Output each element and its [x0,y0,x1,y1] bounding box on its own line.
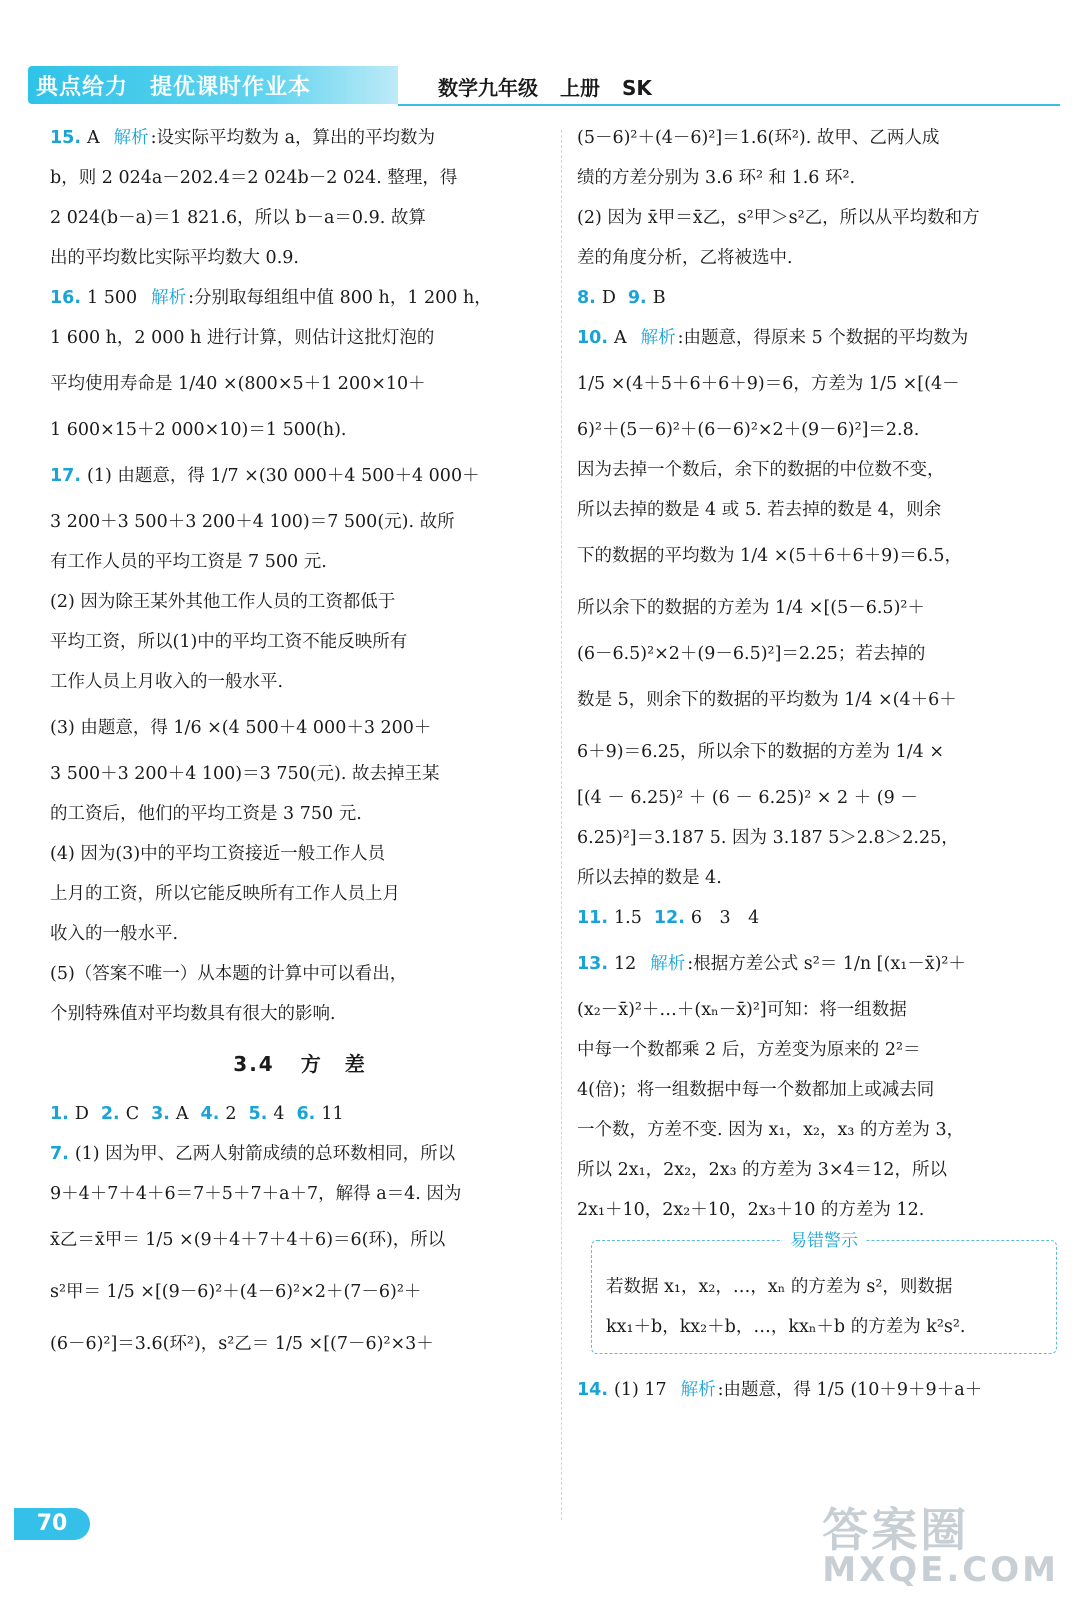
answer-line [577,410,1067,450]
answer-line [50,1094,550,1134]
header-rule [398,104,1060,106]
answer-text: 平均使用寿命是 1/40 ×(800×5＋1 200×10＋ [50,374,426,394]
answer-line [50,702,550,754]
warning-title-text: 易错警示 [782,1231,866,1251]
answer-text: (6－6.5)²×2＋(9－6.5)²]＝2.25；若去掉的 [577,644,926,664]
answer-text: 出的平均数比实际平均数大 0.9. [50,248,299,268]
answer-text: (6－6)²]＝3.6(环²)，s²乙＝ 1/5 ×[(7－6)²×3＋ [50,1334,434,1354]
answer-text: 3 200＋3 500＋3 200＋4 100)＝7 500(元). 故所 [50,512,455,532]
answer-line [577,238,1067,278]
answer-line [50,1134,550,1174]
watermark-url: MXQE.COM [822,1550,1059,1590]
answer-text: (2) 因为 x̄甲＝x̄乙，s²甲＞s²乙，所以从平均数和方 [577,208,980,228]
answer-line [577,1030,1067,1070]
answer-value: D [74,1104,89,1124]
volume-label: 上册 [560,76,600,100]
answer-text: 所以去掉的数是 4. [577,868,722,888]
answer-text: 3 500＋3 200＋4 100)＝3 750(元). 故去掉王某 [50,764,440,784]
analysis-tag: 解析 [680,1380,716,1400]
question-number: 12. [653,908,685,928]
answer-text: 平均工资，所以(1)中的平均工资不能反映所有 [50,632,408,652]
answer-line [50,754,550,794]
answer-line [577,1150,1067,1190]
answer-choice: (1) 17 [614,1380,667,1400]
answer-text: b，则 2 024a－202.4＝2 024b－2 024. 整理，得 [50,168,458,188]
answer-text: 数是 5，则余下的数据的平均数为 1/4 ×(4＋6＋ [577,690,957,710]
answer-text: :由题意，得 1/5 (10＋9＋9＋a＋ [717,1380,983,1400]
answer-line [577,450,1067,490]
answer-line [50,954,550,994]
answer-line [577,118,1067,158]
answer-line [577,530,1067,582]
question-number: 17. [50,466,82,486]
watermark-logo-text: 答案圈 [822,1503,970,1557]
answer-line [577,358,1067,410]
answer-line [577,778,1067,818]
answer-text: :分别取每组组中值 800 h，1 200 h， [188,288,492,308]
answer-text: 一个数，方差不变. 因为 x₁，x₂，x₃ 的方差为 3， [577,1120,965,1140]
warning-line-1: 若数据 x₁，x₂，…，xₙ 的方差为 s²，则数据 [606,1277,953,1297]
answer-choice: A [87,128,100,148]
answer-text: 所以余下的数据的方差为 1/4 ×[(5－6.5)²＋ [577,598,925,618]
question-number: 3. [151,1104,170,1124]
answer-text: x̄乙＝x̄甲＝ 1/5 ×(9＋4＋7＋4＋6)＝6(环)，所以 [50,1230,446,1250]
question-number: 16. [50,288,82,308]
analysis-tag: 解析 [640,328,676,348]
question-number: 7. [50,1144,69,1164]
answer-text: 2x₁＋10，2x₂＋10，2x₃＋10 的方差为 12. [577,1200,925,1220]
question-number: 1. [50,1104,69,1124]
answer-text: (4) 因为(3)中的平均工资接近一般工作人员 [50,844,386,864]
answer-line [50,198,550,238]
answer-text: :由题意，得原来 5 个数据的平均数为 [677,328,969,348]
watermark [822,1503,1059,1590]
answer-line [50,450,550,502]
answer-text: 6＋9)＝6.25，所以余下的数据的方差为 1/4 × [577,742,945,762]
answer-line [577,1110,1067,1150]
answer-text: 1 600×15＋2 000×10)＝1 500(h). [50,420,347,440]
warning-line-2: kx₁＋b，kx₂＋b，…，kxₙ＋b 的方差为 k²s². [606,1317,966,1337]
answer-line [50,662,550,702]
section-number: 3.4 [233,1052,275,1076]
answer-line [50,238,550,278]
answer-value: 6 3 4 [690,908,760,928]
answer-line [50,118,550,158]
question-number: 14. [577,1380,609,1400]
answer-text: (5)（答案不唯一）从本题的计算中可以看出， [50,964,408,984]
left-answer-block-2 [50,1094,550,1370]
answer-text: (3) 由题意，得 1/6 ×(4 500＋4 000＋3 200＋ [50,718,432,738]
left-answer-block [50,118,550,1034]
answer-line [50,278,550,318]
answer-line [50,914,550,954]
answer-line [50,542,550,582]
answer-line [577,490,1067,530]
answer-line [577,278,1067,318]
answer-text: 2 024(b－a)＝1 821.6，所以 b－a＝0.9. 故算 [50,208,426,228]
answer-line [577,634,1067,674]
answer-value: 2 [225,1104,237,1124]
answer-text: 个别特殊值对平均数具有很大的影响. [50,1004,336,1024]
answer-line [577,818,1067,858]
answer-text: 中每一个数都乘 2 后，方差变为原来的 2²＝ [577,1040,921,1060]
answer-text: 9＋4＋7＋4＋6＝7＋5＋7＋a＋7，解得 a＝4. 因为 [50,1184,462,1204]
answer-line [50,1214,550,1266]
answer-text: 绩的方差分别为 3.6 环² 和 1.6 环². [577,168,856,188]
question-number: 10. [577,328,609,348]
answer-line [577,1190,1067,1230]
answer-value: D [601,288,616,308]
answer-line [50,582,550,622]
question-number: 4. [200,1104,220,1124]
answer-text: 6.25)²]＝3.187 5. 因为 3.187 5＞2.8＞2.25， [577,828,959,848]
answer-line [577,938,1067,990]
answer-line [50,158,550,198]
column-divider [561,130,562,1520]
answer-line [50,410,550,450]
page-number: 70 [14,1508,90,1540]
question-number: 13. [577,954,609,974]
question-number: 5. [248,1104,268,1124]
brand-right: 提优课时作业本 [150,75,312,100]
answer-text: 因为去掉一个数后，余下的数据的中位数不变， [577,460,945,480]
answer-line [50,794,550,834]
answer-line [577,674,1067,726]
answer-text: [(4 － 6.25)² ＋ (6 － 6.25)² × 2 ＋ (9 － [577,788,918,808]
brand-title [36,70,311,101]
answer-text: 下的数据的平均数为 1/4 ×(5＋6＋6＋9)＝6.5， [577,546,962,566]
answer-value: B [652,288,666,308]
answer-line-14 [577,1364,1067,1416]
book-title [438,72,674,101]
answer-choice: 1 500 [87,288,138,308]
answer-text: :设实际平均数为 a，算出的平均数为 [150,128,436,148]
answer-value: A [175,1104,189,1124]
answer-text: 差的角度分析，乙将被选中. [577,248,793,268]
section-title: 方 差 [300,1052,367,1076]
answer-text: 工作人员上月收入的一般水平. [50,672,284,692]
question-number: 9. [627,288,647,308]
answer-line [50,994,550,1034]
answer-line [50,834,550,874]
answer-line [50,1318,550,1370]
question-number: 11. [577,908,609,928]
answer-text: 1 600 h，2 000 h 进行计算，则估计这批灯泡的 [50,328,435,348]
answer-text: 上月的工资，所以它能反映所有工作人员上月 [50,884,400,904]
question-number: 6. [296,1104,316,1124]
answer-line [577,990,1067,1030]
question-number: 2. [100,1104,120,1124]
answer-line [50,1266,550,1318]
answer-value: C [125,1104,140,1124]
answer-value: 1.5 [614,908,642,928]
warning-box [591,1231,1057,1354]
right-answer-block [577,118,1067,1230]
answer-line [577,898,1067,938]
answer-text: :根据方差公式 s²＝ 1/n [(x₁－x̄)²＋ [687,954,966,974]
section-heading [50,1034,550,1094]
answer-line [50,1174,550,1214]
right-column [577,118,1067,1416]
answer-value: 4 [273,1104,285,1124]
analysis-tag: 解析 [650,954,686,974]
answer-text: 所以 2x₁，2x₂，2x₃ 的方差为 3×4＝12，所以 [577,1160,947,1180]
answer-line [50,318,550,358]
question-number: 8. [577,288,596,308]
answer-choice: A [614,328,627,348]
answer-text: 所以去掉的数是 4 或 5. 若去掉的数是 4，则余 [577,500,942,520]
answer-line [50,502,550,542]
answer-text: 收入的一般水平. [50,924,179,944]
answer-text: s²甲＝ 1/5 ×[(9－6)²＋(4－6)²×2＋(7－6)²＋ [50,1282,422,1302]
edition-label: SK [622,76,652,100]
answer-text: (2) 因为除王某外其他工作人员的工资都低于 [50,592,396,612]
answer-line [577,198,1067,238]
answer-line [50,622,550,662]
answer-text: 的工资后，他们的平均工资是 3 750 元. [50,804,362,824]
answer-text: 6)²＋(5－6)²＋(6－6)²×2＋(9－6)²]＝2.8. [577,420,920,440]
left-column [50,118,550,1370]
answer-line [577,726,1067,778]
answer-text: (1) 因为甲、乙两人射箭成绩的总环数相同，所以 [74,1144,456,1164]
brand-left: 典点给力 [36,75,129,100]
answer-text: 4(倍)；将一组数据中每一个数都加上或减去同 [577,1080,935,1100]
answer-line [577,318,1067,358]
warning-title [592,1231,1056,1251]
answer-line [577,1070,1067,1110]
answer-choice: 12 [614,954,637,974]
answer-text: 有工作人员的平均工资是 7 500 元. [50,552,327,572]
answer-value: 11 [321,1104,344,1124]
answer-line [577,858,1067,898]
answer-line [50,874,550,914]
answer-line [577,582,1067,634]
answer-line [577,158,1067,198]
answer-text: 1/5 ×(4＋5＋6＋6＋9)＝6，方差为 1/5 ×[(4－ [577,374,960,394]
answer-line [50,358,550,410]
answer-text: (x₂－x̄)²＋…＋(xₙ－x̄)²]可知：将一组数据 [577,1000,907,1020]
analysis-tag: 解析 [113,128,149,148]
analysis-tag: 解析 [151,288,187,308]
subject-label: 数学九年级 [438,76,538,100]
answer-text: (5－6)²＋(4－6)²]＝1.6(环²). 故甲、乙两人成 [577,128,940,148]
question-number: 15. [50,128,82,148]
answer-text: (1) 由题意，得 1/7 ×(30 000＋4 500＋4 000＋ [87,466,480,486]
